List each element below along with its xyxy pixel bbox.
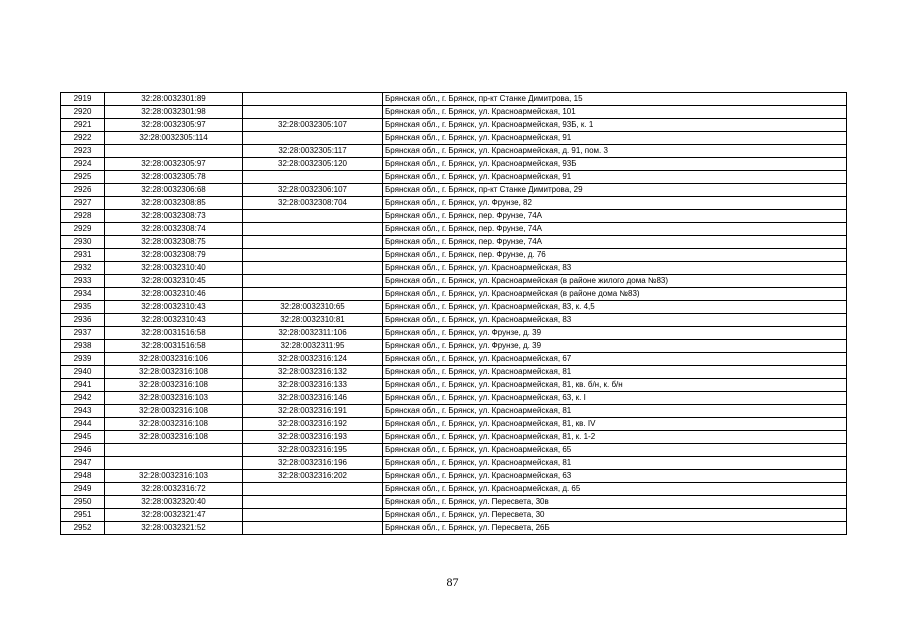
- building-cadastral-cell: 32:28:0032306:107: [243, 184, 383, 197]
- table-row: [61, 496, 847, 509]
- address-cell: Брянская обл., г. Брянск, ул. Пересвета, 26Б: [383, 522, 847, 535]
- address-cell: Брянская обл., г. Брянск, ул. Красноармейская, 81: [383, 366, 847, 379]
- land-cadastral-cell: 32:28:0032310:40: [105, 262, 243, 275]
- row-number-cell: 2947: [61, 457, 105, 470]
- row-number-cell: 2930: [61, 236, 105, 249]
- page-number: 87: [446, 575, 459, 589]
- address-cell: Брянская обл., г. Брянск, ул. Фрунзе, д. 39: [383, 340, 847, 353]
- table-row: [61, 119, 847, 132]
- address-cell: Брянская обл., г. Брянск, ул. Красноармейская, 63, к. I: [383, 392, 847, 405]
- land-cadastral-cell: 32:28:0031516:58: [105, 327, 243, 340]
- address-cell: Брянская обл., г. Брянск, ул. Красноармейская, 93Б, к. 1: [383, 119, 847, 132]
- building-cadastral-cell: 32:28:0032305:117: [243, 145, 383, 158]
- row-number-cell: 2948: [61, 470, 105, 483]
- land-cadastral-cell: [105, 444, 243, 457]
- building-cadastral-cell: 32:28:0032310:65: [243, 301, 383, 314]
- building-cadastral-cell: 32:28:0032316:196: [243, 457, 383, 470]
- land-cadastral-cell: 32:28:0032305:114: [105, 132, 243, 145]
- table-row: [61, 288, 847, 301]
- land-cadastral-cell: 32:28:0032308:85: [105, 197, 243, 210]
- row-number-cell: 2931: [61, 249, 105, 262]
- table-row: [61, 197, 847, 210]
- address-cell: Брянская обл., г. Брянск, ул. Красноармейская, д. 91, пом. 3: [383, 145, 847, 158]
- cadastral-table: [60, 92, 847, 535]
- land-cadastral-cell: 32:28:0032310:46: [105, 288, 243, 301]
- row-number-cell: 2949: [61, 483, 105, 496]
- building-cadastral-cell: [243, 249, 383, 262]
- land-cadastral-cell: 32:28:0032320:40: [105, 496, 243, 509]
- land-cadastral-cell: 32:28:0032306:68: [105, 184, 243, 197]
- table-row: [61, 405, 847, 418]
- land-cadastral-cell: 32:28:0032316:103: [105, 392, 243, 405]
- address-cell: Брянская обл., г. Брянск, ул. Красноармейская (в районе жилого дома №83): [383, 275, 847, 288]
- row-number-cell: 2939: [61, 353, 105, 366]
- building-cadastral-cell: [243, 93, 383, 106]
- building-cadastral-cell: [243, 483, 383, 496]
- row-number-cell: 2951: [61, 509, 105, 522]
- table-row: [61, 457, 847, 470]
- building-cadastral-cell: 32:28:0032311:106: [243, 327, 383, 340]
- address-cell: Брянская обл., г. Брянск, ул. Красноармейская, д. 65: [383, 483, 847, 496]
- building-cadastral-cell: 32:28:0032316:133: [243, 379, 383, 392]
- building-cadastral-cell: 32:28:0032305:120: [243, 158, 383, 171]
- building-cadastral-cell: [243, 509, 383, 522]
- row-number-cell: 2935: [61, 301, 105, 314]
- address-cell: Брянская обл., г. Брянск, ул. Красноармейская, 83, к. 4,5: [383, 301, 847, 314]
- row-number-cell: 2924: [61, 158, 105, 171]
- building-cadastral-cell: 32:28:0032316:195: [243, 444, 383, 457]
- building-cadastral-cell: 32:28:0032316:124: [243, 353, 383, 366]
- table-row: [61, 314, 847, 327]
- row-number-cell: 2926: [61, 184, 105, 197]
- building-cadastral-cell: [243, 223, 383, 236]
- table-row: [61, 210, 847, 223]
- land-cadastral-cell: 32:28:0031516:58: [105, 340, 243, 353]
- table-row: [61, 249, 847, 262]
- row-number-cell: 2950: [61, 496, 105, 509]
- address-cell: Брянская обл., г. Брянск, ул. Красноармейская, 91: [383, 171, 847, 184]
- building-cadastral-cell: 32:28:0032316:132: [243, 366, 383, 379]
- row-number-cell: 2946: [61, 444, 105, 457]
- row-number-cell: 2943: [61, 405, 105, 418]
- building-cadastral-cell: [243, 106, 383, 119]
- table-row: [61, 301, 847, 314]
- table-row: [61, 444, 847, 457]
- row-number-cell: 2920: [61, 106, 105, 119]
- table-row: [61, 262, 847, 275]
- table-row: [61, 392, 847, 405]
- address-cell: Брянская обл., г. Брянск, ул. Пересвета, 30: [383, 509, 847, 522]
- building-cadastral-cell: [243, 236, 383, 249]
- table-row: [61, 509, 847, 522]
- row-number-cell: 2933: [61, 275, 105, 288]
- building-cadastral-cell: 32:28:0032316:193: [243, 431, 383, 444]
- land-cadastral-cell: [105, 457, 243, 470]
- table-row: [61, 93, 847, 106]
- address-cell: Брянская обл., г. Брянск, ул. Красноармейская, 63: [383, 470, 847, 483]
- building-cadastral-cell: 32:28:0032305:107: [243, 119, 383, 132]
- land-cadastral-cell: 32:28:0032308:73: [105, 210, 243, 223]
- land-cadastral-cell: 32:28:0032305:97: [105, 158, 243, 171]
- building-cadastral-cell: [243, 210, 383, 223]
- table-row: [61, 327, 847, 340]
- address-cell: Брянская обл., г. Брянск, ул. Фрунзе, 82: [383, 197, 847, 210]
- building-cadastral-cell: 32:28:0032316:202: [243, 470, 383, 483]
- land-cadastral-cell: 32:28:0032305:97: [105, 119, 243, 132]
- land-cadastral-cell: 32:28:0032308:75: [105, 236, 243, 249]
- land-cadastral-cell: 32:28:0032310:45: [105, 275, 243, 288]
- land-cadastral-cell: 32:28:0032316:108: [105, 366, 243, 379]
- row-number-cell: 2922: [61, 132, 105, 145]
- land-cadastral-cell: 32:28:0032316:108: [105, 405, 243, 418]
- land-cadastral-cell: 32:28:0032301:89: [105, 93, 243, 106]
- land-cadastral-cell: 32:28:0032316:108: [105, 431, 243, 444]
- row-number-cell: 2934: [61, 288, 105, 301]
- row-number-cell: 2921: [61, 119, 105, 132]
- building-cadastral-cell: [243, 132, 383, 145]
- row-number-cell: 2937: [61, 327, 105, 340]
- address-cell: Брянская обл., г. Брянск, ул. Красноармейская, 65: [383, 444, 847, 457]
- table-row: [61, 223, 847, 236]
- land-cadastral-cell: 32:28:0032316:108: [105, 418, 243, 431]
- table-row: [61, 470, 847, 483]
- land-cadastral-cell: 32:28:0032316:72: [105, 483, 243, 496]
- table-row: [61, 132, 847, 145]
- land-cadastral-cell: 32:28:0032301:98: [105, 106, 243, 119]
- address-cell: Брянская обл., г. Брянск, ул. Красноармейская (в районе дома №83): [383, 288, 847, 301]
- address-cell: Брянская обл., г. Брянск, ул. Красноармейская, 67: [383, 353, 847, 366]
- address-cell: Брянская обл., г. Брянск, пер. Фрунзе, д. 76: [383, 249, 847, 262]
- address-cell: Брянская обл., г. Брянск, ул. Красноармейская, 81: [383, 405, 847, 418]
- table-body: [61, 93, 847, 535]
- table-row: [61, 145, 847, 158]
- land-cadastral-cell: 32:28:0032310:43: [105, 301, 243, 314]
- row-number-cell: 2928: [61, 210, 105, 223]
- row-number-cell: 2923: [61, 145, 105, 158]
- address-cell: Брянская обл., г. Брянск, пер. Фрунзе, 74А: [383, 236, 847, 249]
- building-cadastral-cell: [243, 171, 383, 184]
- table-row: [61, 353, 847, 366]
- address-cell: Брянская обл., г. Брянск, ул. Красноармейская, 101: [383, 106, 847, 119]
- address-cell: Брянская обл., г. Брянск, пер. Фрунзе, 74А: [383, 223, 847, 236]
- row-number-cell: 2952: [61, 522, 105, 535]
- building-cadastral-cell: [243, 262, 383, 275]
- address-cell: Брянская обл., г. Брянск, ул. Красноармейская, 81: [383, 457, 847, 470]
- land-cadastral-cell: [105, 145, 243, 158]
- land-cadastral-cell: 32:28:0032321:52: [105, 522, 243, 535]
- table-row: [61, 522, 847, 535]
- table-row: [61, 158, 847, 171]
- land-cadastral-cell: 32:28:0032310:43: [105, 314, 243, 327]
- building-cadastral-cell: 32:28:0032316:192: [243, 418, 383, 431]
- address-cell: Брянская обл., г. Брянск, ул. Красноармейская, 81, кв. б/н, к. б/н: [383, 379, 847, 392]
- row-number-cell: 2925: [61, 171, 105, 184]
- building-cadastral-cell: [243, 496, 383, 509]
- land-cadastral-cell: 32:28:0032308:74: [105, 223, 243, 236]
- address-cell: Брянская обл., г. Брянск, ул. Красноармейская, 83: [383, 262, 847, 275]
- table-row: [61, 379, 847, 392]
- table-row: [61, 483, 847, 496]
- address-cell: Брянская обл., г. Брянск, ул. Красноармейская, 81, к. 1-2: [383, 431, 847, 444]
- building-cadastral-cell: 32:28:0032308:704: [243, 197, 383, 210]
- land-cadastral-cell: 32:28:0032316:103: [105, 470, 243, 483]
- land-cadastral-cell: 32:28:0032308:79: [105, 249, 243, 262]
- row-number-cell: 2938: [61, 340, 105, 353]
- row-number-cell: 2927: [61, 197, 105, 210]
- land-cadastral-cell: 32:28:0032316:106: [105, 353, 243, 366]
- building-cadastral-cell: 32:28:0032316:191: [243, 405, 383, 418]
- table-row: [61, 106, 847, 119]
- table-row: [61, 366, 847, 379]
- row-number-cell: 2944: [61, 418, 105, 431]
- land-cadastral-cell: 32:28:0032305:78: [105, 171, 243, 184]
- row-number-cell: 2940: [61, 366, 105, 379]
- row-number-cell: 2919: [61, 93, 105, 106]
- building-cadastral-cell: [243, 288, 383, 301]
- address-cell: Брянская обл., г. Брянск, пр-кт Станке Димитрова, 29: [383, 184, 847, 197]
- building-cadastral-cell: [243, 275, 383, 288]
- land-cadastral-cell: 32:28:0032321:47: [105, 509, 243, 522]
- building-cadastral-cell: 32:28:0032316:146: [243, 392, 383, 405]
- land-cadastral-cell: 32:28:0032316:108: [105, 379, 243, 392]
- address-cell: Брянская обл., г. Брянск, ул. Красноармейская, 81, кв. IV: [383, 418, 847, 431]
- row-number-cell: 2932: [61, 262, 105, 275]
- row-number-cell: 2936: [61, 314, 105, 327]
- table-row: [61, 184, 847, 197]
- row-number-cell: 2941: [61, 379, 105, 392]
- address-cell: Брянская обл., г. Брянск, ул. Пересвета, 30в: [383, 496, 847, 509]
- row-number-cell: 2945: [61, 431, 105, 444]
- address-cell: Брянская обл., г. Брянск, ул. Красноармейская, 93Б: [383, 158, 847, 171]
- address-cell: Брянская обл., г. Брянск, пер. Фрунзе, 74А: [383, 210, 847, 223]
- address-cell: Брянская обл., г. Брянск, ул. Красноармейская, 83: [383, 314, 847, 327]
- table-row: [61, 340, 847, 353]
- table-row: [61, 431, 847, 444]
- building-cadastral-cell: 32:28:0032311:95: [243, 340, 383, 353]
- building-cadastral-cell: 32:28:0032310:81: [243, 314, 383, 327]
- address-cell: Брянская обл., г. Брянск, пр-кт Станке Димитрова, 15: [383, 93, 847, 106]
- address-cell: Брянская обл., г. Брянск, ул. Фрунзе, д. 39: [383, 327, 847, 340]
- building-cadastral-cell: [243, 522, 383, 535]
- row-number-cell: 2942: [61, 392, 105, 405]
- table-row: [61, 418, 847, 431]
- row-number-cell: 2929: [61, 223, 105, 236]
- table-row: [61, 275, 847, 288]
- table-row: [61, 236, 847, 249]
- table-row: [61, 171, 847, 184]
- address-cell: Брянская обл., г. Брянск, ул. Красноармейская, 91: [383, 132, 847, 145]
